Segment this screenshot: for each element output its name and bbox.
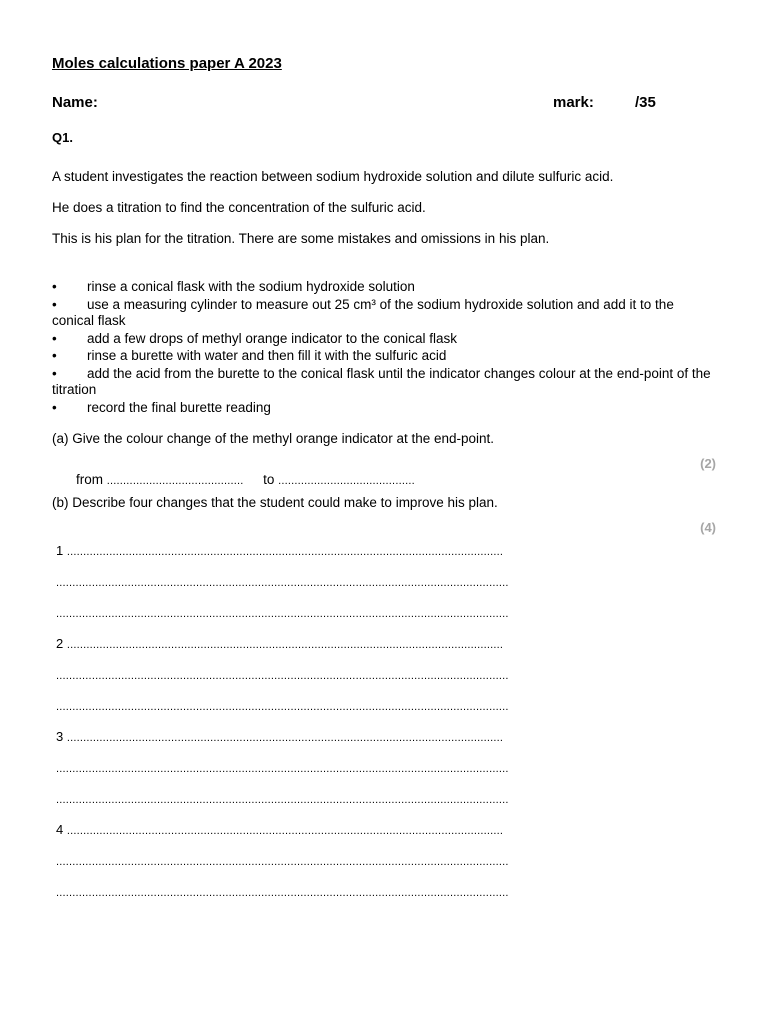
answer-line-2[interactable]: 2 ......................................................................................................................................: [56, 636, 504, 651]
intro-paragraph-1: A student investigates the reaction between sodium hydroxide solution and dilute sulfuric acid.: [52, 169, 614, 184]
to-answer-line[interactable]: ..........................................: [278, 475, 415, 487]
bullet-icon: •: [52, 297, 57, 312]
plan-step-5: [52, 366, 717, 398]
answer-line-1[interactable]: 1 ......................................................................................................................................: [56, 543, 504, 558]
part-a-marks: (2): [700, 456, 716, 471]
plan-step-6: [52, 400, 717, 416]
answer-number: 3: [56, 729, 64, 744]
answer-number: 1: [56, 543, 64, 558]
answer-line[interactable]: ...........................................................................................................................................: [56, 856, 509, 868]
bullet-icon: •: [52, 279, 57, 294]
answer-line[interactable]: ...........................................................................................................................................: [56, 670, 509, 682]
answer-line[interactable]: ...........................................................................................................................................: [56, 608, 509, 620]
page-title: Moles calculations paper A 2023: [52, 55, 282, 72]
answer-line[interactable]: ...........................................................................................................................................: [56, 763, 509, 775]
from-answer-line[interactable]: ..........................................: [106, 475, 244, 487]
mark-total: /35: [635, 94, 656, 111]
bullet-icon: •: [52, 366, 57, 381]
answer-line[interactable]: ...........................................................................................................................................: [56, 887, 509, 899]
plan-step-2: [52, 297, 717, 329]
intro-paragraph-2: He does a titration to find the concentration of the sulfuric acid.: [52, 200, 426, 215]
plan-step-4: [52, 348, 717, 364]
part-b-question: (b) Describe four changes that the student could make to improve his plan.: [52, 495, 498, 510]
mark-label: mark:: [553, 94, 594, 111]
answer-line[interactable]: ...........................................................................................................................................: [56, 577, 509, 589]
plan-step-3: [52, 331, 717, 347]
to-label: to: [263, 472, 275, 487]
answer-line[interactable]: ...........................................................................................................................................: [56, 794, 509, 806]
plan-step-1: [52, 279, 717, 295]
bullet-icon: •: [52, 400, 57, 415]
bullet-icon: •: [52, 348, 57, 363]
answer-number: 4: [56, 822, 64, 837]
answer-from-row: [76, 472, 415, 487]
plan-step-text: add the acid from the burette to the conical flask until the indicator changes colour at the end-point of the titration: [52, 366, 711, 397]
answer-line[interactable]: ...........................................................................................................................................: [56, 701, 509, 713]
plan-step-text: use a measuring cylinder to measure out 25 cm³ of the sodium hydroxide solution and add it to the conical flask: [52, 297, 674, 328]
bullet-icon: •: [52, 331, 57, 346]
answer-line-4[interactable]: 4 ......................................................................................................................................: [56, 822, 504, 837]
part-b-marks: (4): [700, 520, 716, 535]
from-label: from: [76, 472, 103, 487]
intro-paragraph-3: This is his plan for the titration. There are some mistakes and omissions in his plan.: [52, 231, 550, 246]
plan-step-text: rinse a burette with water and then fill it with the sulfuric acid: [87, 348, 447, 363]
plan-step-text: rinse a conical flask with the sodium hydroxide solution: [87, 279, 415, 294]
answer-number: 2: [56, 636, 64, 651]
plan-step-text: add a few drops of methyl orange indicator to the conical flask: [87, 331, 457, 346]
name-label: Name:: [52, 94, 98, 111]
question-number: Q1.: [52, 130, 73, 145]
answer-line-3[interactable]: 3 ......................................................................................................................................: [56, 729, 504, 744]
part-a-question: (a) Give the colour change of the methyl orange indicator at the end-point.: [52, 431, 495, 446]
plan-step-text: record the final burette reading: [87, 400, 271, 415]
